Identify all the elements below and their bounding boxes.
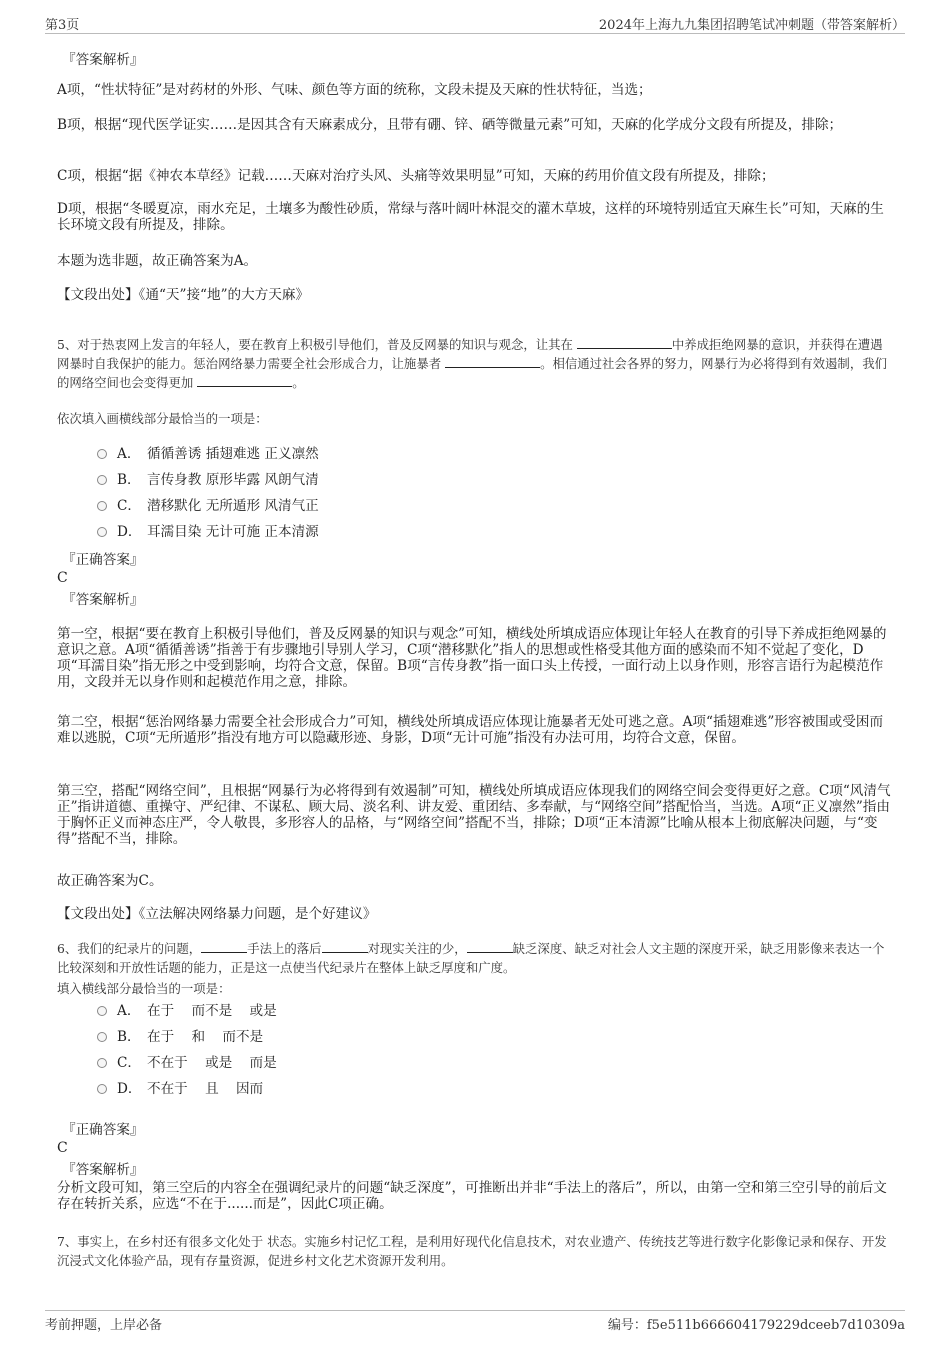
q6-analysis: 分析文段可知，第三空后的内容全在强调纪录片的问题“缺乏深度”，可推断出并非“手法上的落后”，所以，由第一空和第三空引导的前后文存在转折关系，应选“不在于......而是”，因此C项正确。 [57,1180,887,1212]
q5-option-a[interactable]: A． 循循善诱 插翅难逃 正义凛然 [97,446,319,462]
footer-slogan: 考前押题，上岸必备 [45,1318,163,1333]
q4-analysis-b: B项，根据“现代医学证实……是因其含有天麻素成分，且带有硼、锌、硒等微量元素”可知，天麻的化学成分文段有所提及，排除； [57,117,843,133]
q5-correct-label: 『正确答案』 [62,552,144,568]
q5-blank-2 [445,355,540,368]
q5-analysis-para1: 第一空，根据“要在教育上积极引导他们，普及反网暴的知识与观念”可知，横线处所填成语应体现让年轻人在教育的引导下养成拒绝网暴的意识之意。A项“循循善诱”指善于有步骤地引导别人学习，C项“潜移默化”指人的思想或性格受其他方面的感染而不知不觉起了变化，D项“耳濡目染”指无形之中受到影响，均符合文意，保留。B项“言传身教”指一面口头上传授，一面行动上以身作则，形容言语行为起模范作用，文段并无以身作则和起模范作用之意，排除。 [57,626,887,690]
q6-blank-2 [322,940,368,953]
q6-option-d[interactable]: D． 不在于 且 因而 [97,1081,263,1097]
radio-icon[interactable] [97,501,107,511]
q5-analysis-para2: 第二空，根据“惩治网络暴力需要全社会形成合力”可知，横线处所填成语应体现让施暴者无处可逃之意。A项“插翅难逃”形容被围或受困而难以逃脱，C项“无所遁形”指没有地方可以隐藏形迹、身影，D项“无计可施”指没有办法可用，均符合文意，保留。 [57,714,884,746]
q6-stem: 6、我们的纪录片的问题， 手法上的落后 对现实关注的少， 缺乏深度、缺乏对社会人文主题的深度开采，缺乏用影像来表达一个比较深刻和开放性话题的能力，正是这一点使当代纪录片在整体上缺乏厚度和广度。 [57,941,885,975]
radio-icon[interactable] [97,527,107,537]
q5-option-d[interactable]: D． 耳濡目染 无计可施 正本清源 [97,524,319,540]
q5-conclusion: 故正确答案为C。 [57,873,163,889]
radio-icon[interactable] [97,449,107,459]
q4-analysis-label: 『答案解析』 [62,52,144,68]
q4-analysis-a: A项，“性状特征”是对药材的外形、气味、颜色等方面的统称，文段未提及天麻的性状特征，当选； [57,82,652,98]
document-code: 编号：f5e511b666604179229dceeb7d10309a [607,1318,905,1333]
q6-blank-3 [467,940,513,953]
radio-icon[interactable] [97,1032,107,1042]
q5-source: 【文段出处】《立法解决网络暴力问题，是个好建议》 [57,906,377,922]
footer-divider [45,1310,905,1311]
q4-analysis-c: C项，根据“据《神农本草经》记载……天麻对治疗头风、头痛等效果明显”可知，天麻的药用价值文段有所提及，排除； [57,168,775,184]
q4-source: 【文段出处】《通“天”接“地”的大方天麻》 [57,287,310,303]
page-header [45,14,905,32]
q5-instruction: 依次填入画横线部分最恰当的一项是： [57,411,268,426]
q4-conclusion: 本题为选非题，故正确答案为A。 [57,253,258,269]
q6-correct-label: 『正确答案』 [62,1122,144,1138]
header-divider [45,33,905,34]
q5-blank-1 [577,336,672,349]
q6-option-a[interactable]: A． 在于 而不是 或是 [97,1003,277,1019]
q5-stem: 5、对于热衷网上发言的年轻人，要在教育上积极引导他们，普及反网暴的知识与观念，让其在 中养成拒绝网暴的意识，并获得在遭遇网暴时自我保护的能力。惩治网络暴力需要全社会形成合力，让施暴者 。相信通过社会各界的努力，网暴行为必将得到有效遏制，我们的网络空间也会变得更加 。 [57,337,887,390]
q6-analysis-label: 『答案解析』 [62,1162,144,1178]
radio-icon[interactable] [97,1058,107,1068]
radio-icon[interactable] [97,475,107,485]
q6-blank-1 [201,940,247,953]
q6-correct-answer: C [57,1140,68,1156]
q6-instruction: 填入横线部分最恰当的一项是： [57,981,231,996]
q5-option-c[interactable]: C． 潜移默化 无所遁形 风清气正 [97,498,319,514]
q5-analysis-label: 『答案解析』 [62,592,144,608]
q5-correct-answer: C [57,570,68,586]
q5-blank-3 [197,374,292,387]
q5-option-b[interactable]: B． 言传身教 原形毕露 风朗气清 [97,472,319,488]
radio-icon[interactable] [97,1006,107,1016]
q4-analysis-d: D项，根据“冬暖夏凉，雨水充足，土壤多为酸性砂质，常绿与落叶阔叶林混交的灌木草坡，这样的环境特别适宜天麻生长”可知，天麻的生长环境文段有所提及，排除。 [57,201,884,233]
radio-icon[interactable] [97,1084,107,1094]
q6-option-b[interactable]: B． 在于 和 而不是 [97,1029,263,1045]
q7-stem: 7、事实上，在乡村还有很多文化处于 状态。实施乡村记忆工程，是利用好现代化信息技术，对农业遗产、传统技艺等进行数字化影像记录和保存、开发沉浸式文化体验产品，现有存量资源，促进乡村文化艺术资源开发利用。 [57,1234,887,1268]
document-title: 2024年上海九九集团招聘笔试冲刺题（带答案解析） [598,18,905,33]
q5-analysis-para3: 第三空，搭配“网络空间”，且根据“网暴行为必将得到有效遏制”可知，横线处所填成语应体现我们的网络空间会变得更好之意。C项“风清气正”指讲道德、重操守、严纪律、不谋私、顾大局、淡名利、讲友爱、重团结、多奉献，与“网络空间”搭配恰当，当选。A项“正义凛然”指由于胸怀正义而神态庄严，令人敬畏，多形容人的品格，与“网络空间”搭配不当，排除；D项“正本清源”比喻从根本上彻底解决问题，与“变得”搭配不当，排除。 [57,783,891,847]
q6-option-c[interactable]: C． 不在于 或是 而是 [97,1055,277,1071]
page-number: 第3页 [45,18,80,33]
